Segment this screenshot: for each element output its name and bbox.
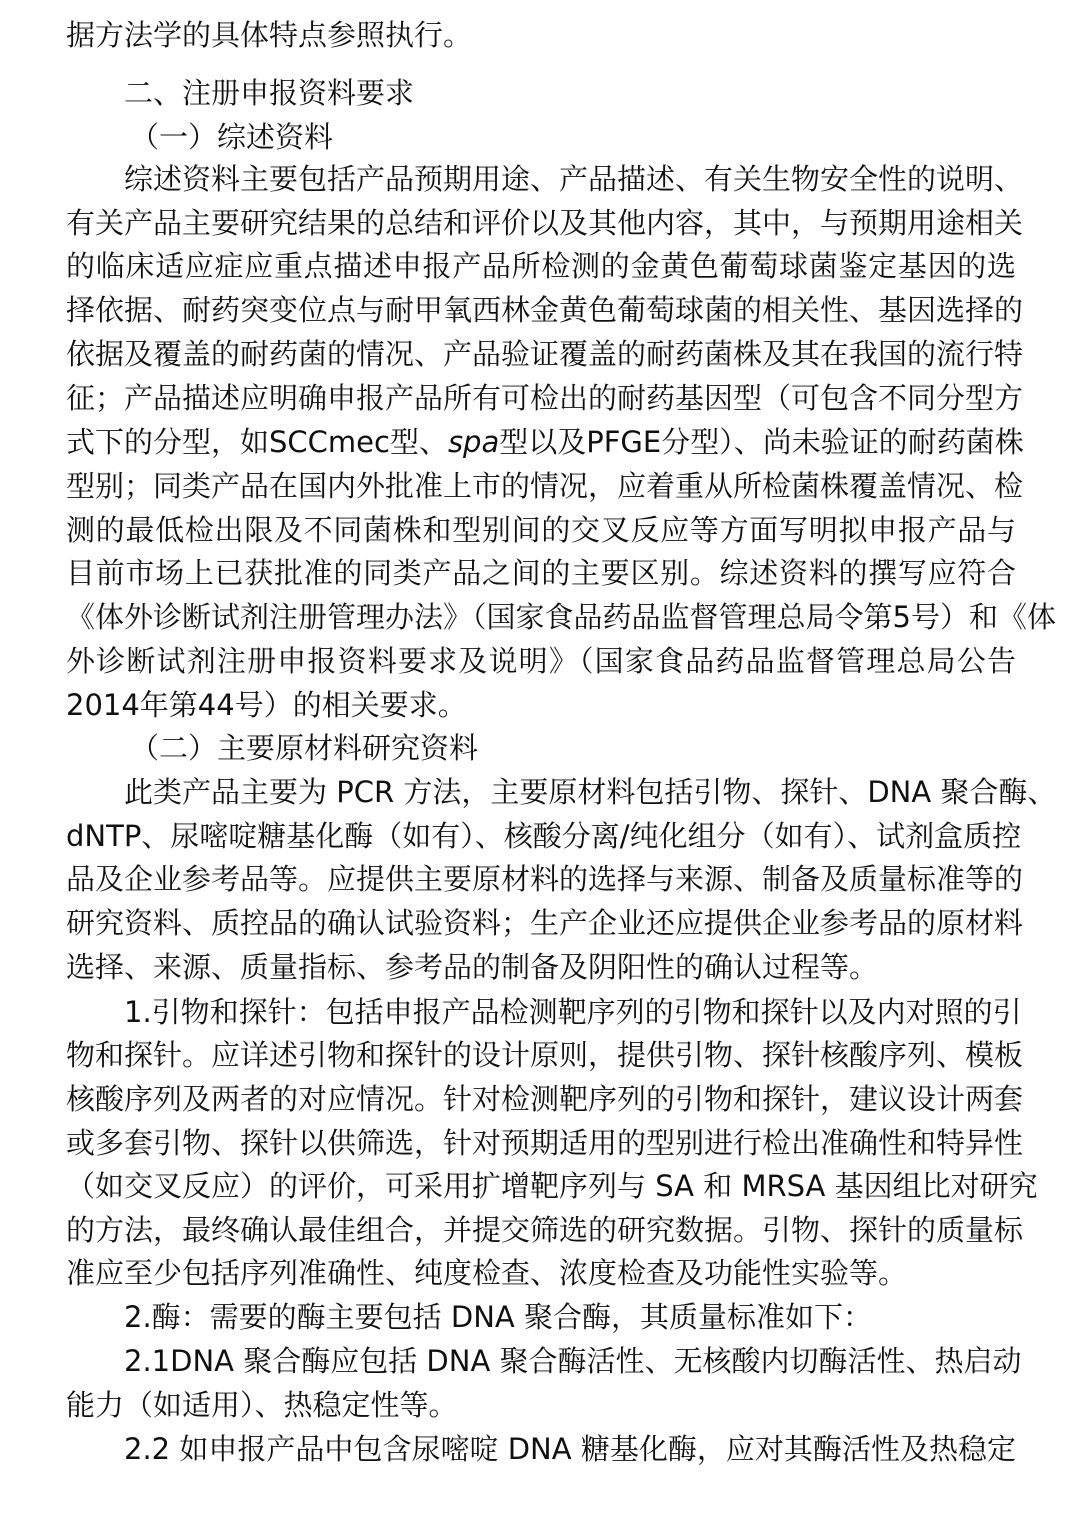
text-line: 目前市场上已获批准的同类产品之间的主要区别。综述资料的撰写应符合 [66, 556, 1016, 590]
text-line [66, 421, 1024, 463]
text-line: 或多套引物、探针以供筛选，针对预期适用的型别进行检出准确性和特异性 [66, 1126, 1024, 1160]
section-heading: 二、注册申报资料要求 [124, 76, 415, 110]
text-line: 有关产品主要研究结果的总结和评价以及其他内容，其中，与预期用途相关 [66, 206, 1024, 240]
text-line: 能力（如适用）、热稳定性等。 [66, 1388, 458, 1422]
text-line: 2.2 如申报产品中包含尿嘧啶 DNA 糖基化酶，应对其酶活性及热稳定 [124, 1432, 1016, 1466]
subsection-heading: （二）主要原材料研究资料 [130, 731, 479, 765]
text-line: 型别；同类产品在国内外批准上市的情况，应着重从所检菌株覆盖情况、检 [66, 469, 1024, 503]
text-line: 2.1DNA 聚合酶应包括 DNA 聚合酶活性、无核酸内切酶活性、热启动 [124, 1344, 1022, 1378]
text-line: 1.引物和探针：包括申报产品检测靶序列的引物和探针以及内对照的引 [124, 995, 1022, 1029]
text-line: 的临床适应症应重点描述申报产品所检测的金黄色葡萄球菌鉴定基因的选 [66, 249, 1016, 283]
text-line: 《体外诊断试剂注册管理办法》（国家食品药品监督管理总局令第5号）和《体 [66, 600, 1056, 634]
text-line: dNTP、尿嘧啶糖基化酶（如有）、核酸分离/纯化组分（如有）、试剂盒质控 [66, 819, 1022, 853]
subsection-heading: （一）综述资料 [130, 120, 334, 154]
text-line: 选择、来源、质量指标、参考品的制备及阴阳性的确认过程等。 [66, 950, 879, 984]
text-line: 品及企业参考品等。应提供主要原材料的选择与来源、制备及质量标准等的 [66, 862, 1024, 896]
text-line: 研究资料、质控品的确认试验资料；生产企业还应提供企业参考品的原材料 [66, 906, 1024, 940]
text-line: 2014年第44号）的相关要求。 [66, 688, 467, 722]
text-line: 测的最低检出限及不同菌株和型别间的交叉反应等方面写明拟申报产品与 [66, 513, 1016, 547]
text-line: 依据及覆盖的耐药菌的情况、产品验证覆盖的耐药菌株及其在我国的流行特 [66, 337, 1024, 371]
text-line: 准应至少包括序列准确性、纯度检查、浓度检查及功能性实验等。 [66, 1256, 908, 1290]
text-line: 的方法，最终确认最佳组合，并提交筛选的研究数据。引物、探针的质量标 [66, 1213, 1024, 1247]
text-line: 核酸序列及两者的对应情况。针对检测靶序列的引物和探针，建议设计两套 [66, 1082, 1024, 1116]
text-line: 择依据、耐药突变位点与耐甲氧西林金黄色葡萄球菌的相关性、基因选择的 [66, 293, 1024, 327]
text-line: 外诊断试剂注册申报资料要求及说明》（国家食品药品监督管理总局公告 [66, 644, 1016, 678]
text-line: 2.酶：需要的酶主要包括 DNA 聚合酶，其质量标准如下： [124, 1300, 872, 1334]
text-line: 物和探针。应详述引物和探针的设计原则，提供引物、探针核酸序列、模板 [66, 1038, 1024, 1072]
text-line: 综述资料主要包括产品预期用途、产品描述、有关生物安全性的说明、 [124, 162, 1024, 196]
text-line: （如交叉反应）的评价，可采用扩增靶序列与 SA 和 MRSA 基因组比对研究 [66, 1169, 1038, 1203]
text-segment: 式下的分型，如SCCmec型、 [66, 425, 448, 459]
text-segment: 型以及PFGE分型）、尚未验证的耐药菌株 [499, 425, 1024, 459]
text-line: 征；产品描述应明确申报产品所有可检出的耐药基因型（可包含不同分型方 [66, 381, 1024, 415]
text-segment-italic: spa [447, 425, 500, 459]
text-line: 此类产品主要为 PCR 方法，主要原材料包括引物、探针、DNA 聚合酶、 [124, 775, 1057, 809]
text-line: 据方法学的具体特点参照执行。 [66, 18, 473, 52]
